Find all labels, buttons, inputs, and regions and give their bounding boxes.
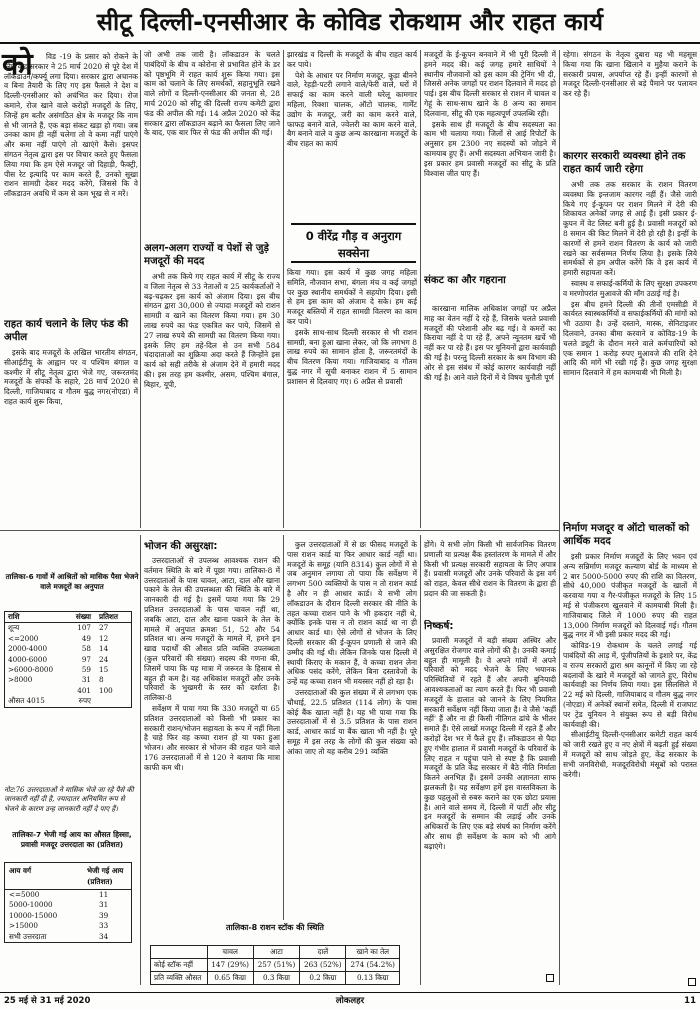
drop-cap: को: [2, 47, 33, 82]
table8-header-cell: खाने का तेल: [346, 946, 400, 959]
table-cell: 49: [81, 633, 91, 643]
conclusion-text: [424, 636, 556, 970]
col3-text-2: [287, 268, 417, 526]
table-row: [5, 890, 131, 900]
table-cell: कोई स्टॉक नहीं: [151, 959, 208, 972]
table-cell: 263 (52%): [300, 959, 346, 972]
table-cell: 10000-15000: [9, 910, 58, 920]
col5-paragraph-7: सीआईटीयू दिल्ली-एनसीआर कमेटी राहत कार्य को जारी रखते हुए व नए क्षेत्रों में बढ़ती हुई संख्या में मजदूरों को साथ जोड़ते हुए, केंद्र सरकार के सभी जनविरोधी, मजदूरविरोधी मंसूबों को परास्त करेगी।: [563, 730, 697, 779]
column-divider: [283, 535, 284, 920]
table6-note: नोट:76 उत्तरदाताओं ने मासिक भेजे जा रहे पैसे की जानकारी नहीं दी है, ज्यादातर अनियमित रूप से भेजने के कारण उन्ह जानकारी नहीं दे पाए हैं।: [4, 786, 134, 813]
table-row: [5, 623, 131, 633]
table8-header-cell: चावल: [207, 946, 253, 959]
table-cell: प्रति व्यक्ति औसत: [151, 972, 208, 985]
col2-text: [144, 50, 280, 238]
govt-system-text: [563, 180, 697, 520]
table-row: [5, 665, 131, 675]
table-cell: 274 (54.2%): [346, 959, 400, 972]
footer-date: 25 मई से 31 मई 2020: [4, 996, 91, 1006]
col3-paragraph-1: झारखंड व दिल्ली के मजदूरों के बीच राहत कार्य कर पाये।: [287, 50, 417, 69]
table-cell: 0.13 किग्रा: [346, 972, 400, 985]
col3-paragraph-3: किया गया। इस कार्य में कुछ जगह महिला समिति, नौजवान सभा, बंगला मंच व कई जगहों पर कुछ स्थानीय समर्थकों ने सहयोग दिया। इसी से हम इस काम को अंजाम दे सके। हम कई मजदूर बस्तियों में राहत सामग्री वितरण का काम कर पाये।: [287, 268, 417, 326]
table-cell: [5, 686, 57, 696]
table-cell: 31: [81, 675, 91, 685]
table8-header-row: [151, 946, 400, 959]
table-cell: 0.65 किग्रा: [207, 972, 253, 985]
table-cell: 14: [99, 644, 109, 654]
table-cell: 8: [99, 675, 104, 685]
column-divider: [140, 535, 141, 985]
col5-text: [563, 50, 697, 146]
end-mark-icon: [688, 978, 696, 986]
table8-header-cell: [151, 946, 208, 959]
col4-text: [424, 50, 556, 272]
states-heading: अलग-अलग राज्यों व पेशों से जुड़े मजदूरों की मदद: [144, 243, 269, 267]
col2b-paragraph-1: उत्तरदाताओं से उपलब्ध आवश्यक राशन की वर्तमान स्थिति के बारे में पूछा गया। तालिका-8 में उत्तरदाताओं के पास चावल, आटा, दाल और खाना पकाने के तेल की उपलब्धता की स्थिति के बारे में जानकारी दी गई है। इसमें पाया गया कि 29 प्रतिशत उत्तरदाताओं के पास चावल नहीं था, जबकि आटा, दाल और खाना पकाने के तेल के मामले में अनुपात क्रमशः 51, 52 और 54 प्रतिशत था। अन्य मजदूरों के मामले में, हमने इन खाद्य पदार्थों की औसत प्रति व्यक्ति उपलब्धता (कुल परिवारों की संख्या) सदस्य की गणना की, जिसमें पाया कि यह मात्रा में जरूरत के हिसाब से बहुत ही कम है। यह अधिकांश मजदूरों और उनके परिवारों के भुखमरी के स्तर को दर्शाता है। तालिका-8: [144, 556, 280, 703]
table-cell: 5000-10000: [9, 900, 53, 910]
col4-paragraph-3: कारखाना मालिक अधिकांश जगहों पर अप्रैल माह का वेतन नहीं दे रहे हैं, जिसके चलते प्रवासी मजदूरों की परेशानी और बढ़ गई। वे कमरों का किराया नहीं दे पा रहे हैं, अपने न्यूनतम खर्चे भी नहीं कर पा रहे हैं। इस पर यूनियनों द्वारा कार्यवाही की गई है। परन्तु दिल्ली सरकार के श्रम विभाग की ओर से इस संबंध में कोई कारगर कार्यवाही नहीं की गई है। आने वाले दिनों में ये विषय चुनौती पूर्ण: [424, 304, 556, 382]
table-cell: 2000-4000: [8, 644, 48, 654]
table8: [150, 945, 400, 985]
table-cell: <=5000: [9, 890, 40, 899]
column-divider: [559, 50, 560, 985]
col2b-paragraph-2: सर्वेक्षण में पाया गया कि 330 मजदूरों या 65 प्रतिशत उत्तरदाताओं को किसी भी प्रकार का सरकारी राशन/भोजन सहायता के रूप में नहीं मिला है चाहे फिर वह कच्चा राशन हो या पका हुआ भोजन। और सरकार से भोजन की राहत पाने वाले 176 उत्तरदाताओं में से 120 ने बताया कि मात्रा काफी कम थी।: [144, 703, 280, 772]
table-cell: >8000: [8, 675, 33, 685]
food-insecurity-heading: भोजन की असुरक्षा:: [144, 541, 218, 552]
table-cell: शून्य: [8, 623, 20, 633]
table-row: [151, 959, 400, 972]
table-row: [5, 686, 131, 696]
table-row: [5, 644, 131, 654]
intro-text: विड -19 के प्रसार को रोकने के लिए केंद्र सरकार ने 25 मार्च 2020 से पूरे देश में लॉकडाउन/कर्फ्यू लगा दिया। सरकार द्वारा अचानक व बिना तैयारी के लिए गए इस फैसले ने देश व दिल्ली-एनसीआर को अचंभित कर दिया। रोज कमाने, रोज खाने वाले करोड़ों मजदूरों के लिए, जिन्हें हम बतौर असंगठित क्षेत्र के मजदूर कि नाम से भी जानते हैं, एक बड़ा संकट खड़ा हो गया। जब उनका काम ही नहीं चलेगा तो वे कमा नहीं पाएंगे और कमा नहीं पाएंगे तो खाएंगे कैसे। इसपर संगठन नेतृत्व द्वारा इस पर विचार करते हुए फैसला लिया गया कि हम ऐसे मजदूर जो दिहाड़ी, फैक्ट्री, पीस रेट इत्यादि पर काम करते हैं, उनको सूखा राशन सामग्री देकर मदद करेंगे, जिससे कि वे लॉकडाउन अवधि में कम से कम भूख से न मरें।: [4, 52, 138, 199]
fund-appeal-heading: राहत कार्य चलाने के लिए फंड की अपील: [4, 319, 129, 343]
col4-paragraph-1: मजदूरों के ई-कूपन बनवाने में भी पूरी दिल्ली में हमने मदद की। कई जगह हमारे साथियों ने स्थानीय नौजवानों को इस काम की ट्रेनिंग भी दी, जिससे अनेक जगहों पर राशन दिलवाने में मदद हो पाई। इस बीच दिल्ली सरकार से राशन में चावल व गेहूं के साथ-साथ खाने के 8 अन्य का समान दिलवाना, सीटू की एक महत्वपूर्ण उपलब्धि रही।: [424, 50, 556, 118]
table-cell: 27: [99, 623, 109, 633]
table-cell: >6000-8000: [8, 665, 54, 675]
column-divider: [283, 50, 284, 528]
table-cell: 97: [81, 654, 91, 664]
col4b-paragraph-2: प्रवासी मजदूरों में बड़ी संख्या अस्थिर और असुरक्षित रोजगार वाले लोगों की है। उनकी कमाई बहुत ही मामूली है। वे अपने गांवों में अपने परिवारों को मदद भेजने के लिए भयानक परिस्थितियों में रहते हैं और अपनी बुनियादी आवश्यकताओं का त्याग करते हैं। फिर भी प्रवासी मजदूरों के हालात को जानने के लिए नियमित सरकारी सर्वेक्षण नहीं किया जाता है। वे जैसे 'कहीं नहीं' हैं और ना ही किसी नीतिगत ढांचे के भीतर समाते हैं। ऐसे लाखों मजदूर दिल्ली में रहते हैं और करोड़ों देश भर में फैले हुए हैं। लॉकडाउन से पैदा हुए गंभीर हालात में प्रवासी मजदूरों के परिवारों के लिए राहत न पहुंचा पाने से स्पष्ट है कि प्रवासी मजदूरों के प्रति केंद्र सरकार में बैठे नीति निर्माता कितने अनभिज्ञ हैं। इसमें उनकी अज्ञानता साफ झलकती है। यह सर्वेक्षण हमें इस वास्तविकता के कुछ पहलुओं से रुबरु कराने का एक छोटा प्रयास है। आने वाले समय में, दिल्ली में पार्टी और सीटू इन मजदूरों के सम्मान की लड़ाई और उनके अधिकारों के लिए एक बड़े संघर्ष का निर्माण करेंगे और साथ ही सर्वेक्षण के काम को भी आगे बढ़ाएंगे।: [424, 636, 556, 851]
crisis-heading: संकट का और गहराना: [424, 275, 506, 286]
col3-paragraph-2: पेशे के आधार पर निर्माण मजदूर, कूड़ा बीनने वाले, रेहड़ी-पटरी लगाने वाले/फेरी वाले, घरों में सफाई का काम करने वाली घरेलू कामगार महिला, रिक्शा चालक, ऑटो चालक, गार्मेंट उद्योग के मजदूर, जरी का काम करने वाले, फाफड़ बनाने वाले, ज्वेलरी का काम करने वाले, बैग बनाने वाले व कुछ अन्य कारखाना मजदूरों के बीच राहत का कार्य: [287, 70, 417, 149]
col3-paragraph-4: इसके साथ-साथ दिल्ली सरकार से भी राशन सामग्री, बना हुआ खाना लेकर, जो कि लगभग 8 लाख रुपये का सामान होता है, जरूरतमंदों के बीच वितरण किया गया। गाजियाबाद व गौतम बुद्ध नगर में सूची बनाकर राशन में 5 सामान प्रशासन से दिलवाए गए। 6 अप्रैल से प्रवासी: [287, 327, 417, 386]
footer-paper-name: लोकलहर: [335, 996, 365, 1006]
column-divider: [140, 50, 141, 528]
table-cell: रुपए: [78, 696, 91, 706]
col4b-text: [424, 540, 556, 616]
section-divider: [0, 530, 560, 531]
table-cell: 0.2 किग्रा: [300, 972, 346, 985]
table-cell: 4000-6000: [8, 654, 48, 664]
table-row: [5, 655, 131, 665]
table-cell: 401: [77, 685, 91, 695]
col5-paragraph-2: अभी तक तक सरकार के राशन वितरण व्यवस्था कि इन्तजाम कारगर नहीं हैं। जैसे जारी किये गए ई-कूपन पर राशन मिलने में देरी की शिकायत अनेकों जगह से आई हैं। इसी प्रकार ई-कूपन में वेट लिस्ट बनी हुई है। प्रवासी मजदूरों को 8 समान की किट मिलने में देरी हो रही है। इन्हीं के कारणों से हमने राशन वितरण के कार्य को जारी रखने का सर्वसम्मत निर्णय लिया है। इसके लिये समर्थकों से हम अपील करेंगे कि वे इस कार्य में हमारी सहायता करें।: [563, 180, 697, 278]
table-cell: 59: [81, 665, 91, 675]
col5-paragraph-1: रहेगा। संगठन के नेतृत्व दुबारा यह भी महसूस किया गया कि खाना खिलाने व मुहैया कराने के सरकारी प्रयास, अपर्याप्त रहे हैं। इन्हीं कारणों से मजदूर दिल्ली-एनसीआर से बड़े पैमाने पर पलायन कर रहे हैं।: [563, 50, 697, 99]
table-row: [5, 921, 131, 931]
table-row: [5, 675, 131, 685]
table-cell: 34: [99, 931, 109, 941]
col5-paragraph-4: इस बीच हमने दिल्ली की तीनों एमसीडी में कार्यरत स्वास्थकर्मियों व सफाईकर्मियों की मांगों को भी उठाया है। उन्हें दस्ताने, मास्क, सेनिटाइजर दिलवाने, उनका बीमा करवाने व कोविड-19 के चलते ड्यूटी के दौरान मरने वाले कर्मचारियों को एक समान 1 करोड़ रुपए मुआवजे की राशि देने आदि की मांगें भी रखी गई हैं। कुछ जगह सुरक्षा सामान दिलवाने में हम कामयाबी भी मिली है।: [563, 299, 697, 378]
table-cell: 107: [77, 623, 91, 633]
table-cell: सभी उत्तरदाता: [9, 931, 47, 941]
intro-paragraph: [2, 47, 138, 314]
byline: 0 वीरेंद्र गौड़ व अनुराग सक्सेना: [291, 223, 416, 263]
table-cell: 58: [81, 644, 91, 654]
table6-title: तालिका-6 गावों में आश्रितों को मासिक पैसा भेजने वाले मजदूरों का अनुपात: [5, 572, 139, 591]
table7-header-row: [5, 863, 131, 890]
col2-paragraph-2: अभी तक किये गए राहत कार्य में सीटू के राज्य व जिला नेतृत्व से 33 नेताओं व 25 कार्यकर्ताओं ने बढ़-चढ़कर इस कार्य को अंजाम दिया। इस बीच संगठन द्वारा 30,000 से ज्यादा मजदूरों को राशन सामग्री व खाने का वितरण किया गया। हम 30 लाख रुपये का फंड एकत्रित कर पाये, जिसमें से 27 लाख रुपये की सामग्री का वितरण किया गया। इसके लिए हम तहे-दिल से उन सभी 584 चंदादाताओं का शुक्रिया अदा करते हैं जिन्होंने इस कार्य को सही तरीके से अंजाम देने में हमारी मदद की। इस तरह हम कश्मीर, असम, पश्चिम बंगाल, बिहार, यूपी,: [144, 272, 280, 389]
states-text: [144, 272, 280, 526]
table-cell: 0.3 किग्रा: [253, 972, 299, 985]
food-insecurity-text: [144, 556, 280, 918]
govt-system-heading: कारगर सरकारी व्यवस्था होने तक राहत कार्य जारी रहेगा: [563, 151, 686, 175]
table-row: [5, 900, 131, 910]
table-cell: <=2000: [8, 633, 39, 643]
table6: [4, 611, 132, 708]
table6-header-cell: प्रतिशत: [99, 612, 119, 621]
table7: [4, 862, 132, 943]
table-cell: >15000: [9, 921, 38, 931]
table-cell: 257 (51%): [253, 959, 299, 972]
fund-appeal-text: [4, 348, 138, 526]
table-cell: 12: [99, 633, 109, 643]
col4b-paragraph-1: होंगे। ये सभी लोग किसी भी सार्वजनिक वितरण प्रणाली या प्रत्यक्ष बैंक हस्तांतरण के मामले में और किसी भी प्रत्यक्ष सरकारी सहायता के लिए अपात्र हैं। प्रवासी मजदूरों और उनके परिवारों के इस वर्ग को राहत, केवल सीधे राशन के वितरण के द्वारा ही प्रदान की जा सकती है।: [424, 540, 556, 598]
table-row: [5, 696, 131, 706]
table-cell: 39: [99, 910, 109, 920]
col4-paragraph-2: इसके साथ ही मजदूरों के बीच सदस्यता का काम भी चलाया गया। जिलों से आई रिपोर्टों के अनुसार हम 2300 नए सदस्यों को जोड़ने में कामयाब हुए हैं। अभी सदस्यता अभियान जारी है। इस प्रकार हम प्रवासी मजदूरों का सीटू के प्रति विश्वास जीत पाए हैं।: [424, 119, 556, 178]
table6-header-cell: राशि: [8, 612, 20, 621]
col5-paragraph-3: स्वास्थ व सफाई-कर्मियों के लिए सुरक्षा उपकरण व मरणोपरांत मुआवजे की माँग उठाई गई है।: [563, 278, 697, 298]
table8-header-cell: दालें: [300, 946, 346, 959]
construction-heading: निर्माण मजदूर व ऑटो चालकों को आर्थिक मदद: [563, 523, 690, 547]
end-mark-icon: [546, 974, 554, 982]
table8-header-cell: आटा: [253, 946, 299, 959]
column-divider: [420, 50, 421, 528]
table-cell: 15: [99, 665, 109, 675]
col3b-text: [287, 540, 417, 918]
table-row: [5, 634, 131, 644]
construction-text: [563, 552, 697, 988]
footer-rule: [0, 992, 700, 993]
headline: सीटू दिल्ली-एनसीआर के कोविड रोकथाम और राहत कार्य: [0, 0, 700, 44]
col3b-paragraph-1: कुल उत्तरदाताओं में से छः फीसद मजदूरों के पास राशन कार्ड या फिर आधार कार्ड नहीं था। मजदूरों के समूह (यानि 8314) कुल लोगों में से जब अनुमान लगाया तो पाया कि सर्वेक्षण में लगभग 500 व्यक्तियों के पास न तो राशन कार्ड है और न ही आधार कार्ड। ये सभी लोग लॉकडाउन के दौरान दिल्ली सरकार की नीति के तहत कच्चा राशन पाने के भी हकदार नहीं थे, क्योंकि इनके पास न तो राशन कार्ड था ना ही आधार कार्ड था। ऐसे लोगों से भोजन के लिए दिल्ली सरकार की ई-कूपन प्रणाली से जाने की उम्मीद की गई थी। लेकिन जिनके पास दिल्ली में स्थायी किराए के मकान हैं, वे कच्चा राशन लेना अधिक पसंद करेंगे, लेकिन बिना दस्तावेजों के उन्हें यह कच्चा राशन भी मयस्सर नहीं हो रहा है।: [287, 540, 417, 687]
col5-paragraph-5: इसी प्रकार निर्माण मजदूरों के लिए भवन एवं अन्य सन्निर्माण मजदूर कल्याण बोर्ड के माध्यम से 2 बार 5000-5000 रुपए की राशि का वितरण, सीधे 40,000 पंजीकृत मजदूरों के खातों में करवाया गया व गैर-पंजीकृत मजदूरों के लिए 15 मई से पंजीकरण खुलवाने में कामयाबी मिली है। गाजियाबाद जिले में 1000 रुपए की राहत 13,000 निर्माण मजदूरों को दिलवाई गई। गौतम बुद्ध नगर में भी इसी प्रकार मदद की गई।: [563, 552, 697, 640]
col5-paragraph-6: कोविड-19 रोकथाम के चलते लगाई गई पाबंदियों की आड़ में, पूंजीपतियों के इशारे पर, केंद्र व राज्य सरकारों द्वारा श्रम कानूनों में किए जा रहे बदलावों के खारे में मजदूरों को जागते हुए, विरोध कार्यवाही का निर्णय लिया गया। इस सिलसिले में 22 मई को दिल्ली, गाजियाबाद व गौतम बुद्ध नगर (नोएडा) में अनेकों स्थानों समेत, दिल्ली में राजघाट पर ट्रेड यूनियन ने संयुक्त रूप से बड़ी विरोध कार्यवाही की।: [563, 641, 697, 729]
conclusion-heading: निष्कर्ष:: [424, 621, 454, 632]
table6-header-row: [5, 612, 131, 623]
table-row: [5, 932, 131, 942]
col3-text: [287, 50, 417, 220]
table7-header-cell: भेजी गई आय (प्रतिशत): [87, 866, 124, 886]
table-cell: 33: [99, 921, 109, 931]
table-cell: 31: [99, 900, 109, 910]
col2-paragraph-1: जो अभी तक जारी है। लॉकडाउन के चलते पाबंदियों के बीच व कोरोना से प्रभावित होने के डर को पृष्ठभूमि में राहत कार्य शुरू किया गया। इस काम को चलाने के लिए समर्थकों, सहानुभूति रखने वाले लोगों व दिल्ली-एनसीआर की जनता से, 28 मार्च 2020 को सीटू की दिल्ली राज्य कमेटी द्वारा फंड की अपील की गई। 14 अप्रैल 2020 को केंद्र सरकार द्वारा लॉकडाउन बढ़ाने का फैसला लिए जाने के बाद, एक बार फिर से फंड की अपील की गई।: [144, 50, 280, 138]
table-cell: 147 (29%): [207, 959, 253, 972]
table-cell: [95, 696, 131, 706]
table-cell: 11: [99, 890, 109, 899]
footer-page-number: 11: [684, 996, 696, 1006]
table-cell: 100: [99, 685, 113, 695]
table8-title: तालिका-8 राशन स्टॉक की स्थिति: [226, 923, 324, 932]
fund-appeal-paragraph: इसके बाद मजदूरों के अखिल भारतीय संगठन, सीआईटीयू के आह्वान पर व पश्चिम बंगाल व कश्मीर में सीटू नेतृत्व द्वारा भेजे गए, जरूरतमंद मजदूरों के संपर्कों के सहारे, 28 मार्च 2020 से दिल्ली, गाजियाबाद व गौतम बुद्ध नगर(नोएडा) में राहत कार्य शुरू किया,: [4, 348, 138, 406]
table-row: [151, 972, 400, 985]
crisis-text: [424, 304, 556, 526]
col3b-paragraph-2: उत्तरदाताओं की कुल संख्या में से लगभग एक चौथाई, 22.5 प्रतिशत (114 लोग) के पास कोई बैंक खाता नहीं है। यह भी पाया गया कि उत्तरदाताओं में से 3.5 प्रतिशत के पास राशन कार्ड, आधार कार्ड या बैंक खाता भी नहीं है। पूरे समूह में इस तरह के लोगों की कुल संख्या को आंका जाए तो यह करीब 291 व्यक्ति: [287, 687, 417, 756]
table6-header-cell: संख्या: [75, 612, 91, 621]
table-cell: औसत 4015: [8, 696, 45, 706]
table-row: [5, 911, 131, 921]
column-divider: [420, 535, 421, 985]
table7-title: तालिका-7 भेजी गई आय का औसत हिस्सा, प्रवासी मजदूर उत्तरदाता का (प्रतिशत): [12, 830, 132, 849]
table-cell: 24: [99, 654, 109, 664]
table7-header-cell: आय वर्ग: [9, 866, 32, 875]
